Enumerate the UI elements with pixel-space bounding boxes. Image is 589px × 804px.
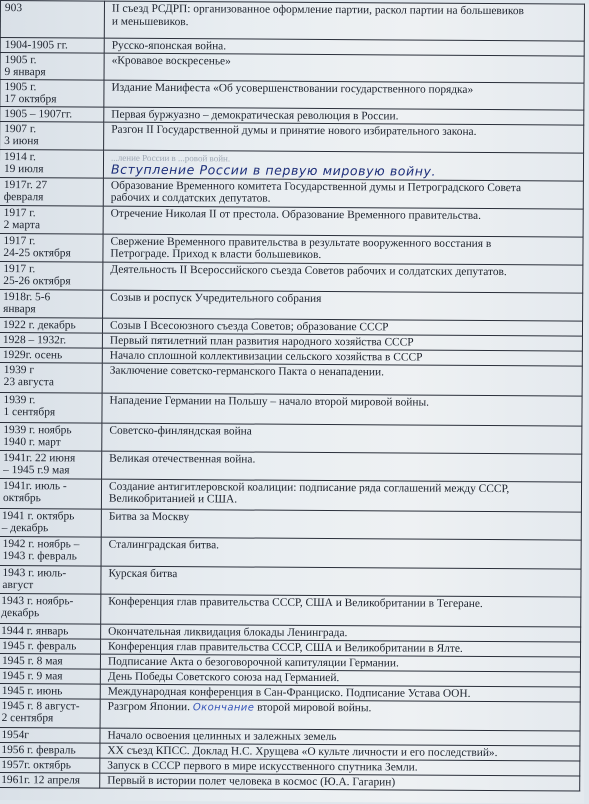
date-cell: 1904-1905 гг.: [0, 38, 104, 53]
event-text-tail: второй мировой войны.: [257, 701, 372, 715]
date-cell: 1918г. 5-6 января: [0, 289, 103, 318]
event-cell: Созыв I Всесоюзного съезда Советов; образование СССР: [102, 318, 582, 336]
table-row: [0, 478, 582, 512]
table-row: [0, 392, 582, 426]
event-cell: Конференция глав правительства СССР, США и Великобритании в Ялте.: [101, 639, 581, 657]
event-cell: Битва за Москву: [101, 509, 581, 540]
date-cell: 1943 г. ноябрь- декабрь: [0, 593, 101, 624]
table-row: [0, 593, 581, 627]
date-cell: 1939 г. ноябрь 1940 г. март: [0, 422, 102, 451]
event-cell: Первый в истории полет человека в космос (Ю.А. Гагарин): [100, 773, 580, 791]
table-row: [0, 289, 583, 321]
date-cell: 903: [0, 1, 104, 39]
event-cell: Великая отечественная война.: [102, 451, 582, 482]
handwritten-insert: Окончание: [192, 701, 255, 714]
event-cell: День Победы Советского союза над Германией.: [100, 669, 580, 687]
date-cell: 1957г. октябрь: [0, 757, 100, 773]
table-row: [0, 79, 584, 110]
date-cell: 1928 – 1932г.: [0, 332, 102, 348]
event-cell: Сталинградская битва.: [101, 537, 581, 569]
date-cell: 1917 г. 25-26 октября: [0, 261, 103, 290]
event-cell: Запуск в СССР первого в мире искусственного спутника Земли.: [100, 758, 580, 776]
event-cell: II съезд РСДРП: организованное оформление партии, раскол партии на большевиков и меньшевиков.: [104, 1, 584, 41]
date-cell: 1941 г. октябрь – декабрь: [0, 508, 101, 537]
date-cell: 1917 г. 24-25 октября: [0, 233, 103, 262]
event-cell: Первая буржуазно – демократическая революция в России.: [104, 107, 584, 125]
table-row: [0, 177, 583, 209]
table-row: [0, 233, 583, 265]
event-cell: Международная конференция в Сан-Франциско. Подписание Устава ООН.: [100, 684, 580, 702]
event-cell: Нападение Германии на Польшу – начало второй мировой войны.: [102, 393, 582, 426]
event-cell: Первый пятилетний план развития народного хозяйства СССР: [102, 333, 582, 351]
date-cell: 1944 г. январь: [0, 623, 101, 639]
date-cell: 1945 г. 8 август- 2 сентября: [0, 698, 100, 728]
date-cell: 1905 г. 17 октября: [0, 79, 104, 107]
event-cell: Издание Манифеста «Об усовершенствовании государственного порядка»: [104, 80, 584, 110]
event-cell: «Кровавое воскресенье»: [104, 53, 584, 83]
event-cell: Свержение Временного правительства в результате вооруженного восстания в Петрограде. Приход к власти большевиков.: [103, 234, 583, 265]
date-cell: 1945 г. февраль: [0, 638, 101, 654]
event-cell: Созыв и роспуск Учредительного собрания: [103, 290, 583, 321]
event-cell: [103, 150, 583, 181]
table-row: [0, 52, 584, 83]
date-cell: 1956 г. февраль: [0, 742, 100, 758]
table-row: [0, 121, 584, 153]
table-row: [0, 205, 583, 237]
date-cell: 1961г. 12 апреля: [0, 772, 100, 788]
handwritten-event: Вступление России в первую мировую войну.: [110, 161, 437, 179]
date-cell: 1905 г. 9 января: [0, 52, 104, 80]
event-cell: XX съезд КПСС. Доклад Н.С. Хрущева «О культе личности и его последствий».: [100, 743, 580, 761]
date-cell: 1905 – 1907гг.: [0, 106, 104, 121]
table-row: [0, 261, 583, 293]
event-cell: Начало освоения целинных и залежных земель: [100, 728, 580, 746]
table-row: [0, 508, 581, 540]
date-cell: 1939 г. 1 сентября: [0, 392, 102, 423]
event-cell: Русско-японская война.: [104, 38, 584, 56]
table-row: [0, 422, 582, 454]
event-cell: Заключение советско-германского Пакта о ненападении.: [102, 363, 582, 396]
date-cell: 1917г. 27 февраля: [0, 177, 103, 206]
date-cell: 1945 г. июнь: [0, 683, 100, 699]
date-cell: 1945 г. 9 мая: [0, 668, 100, 684]
event-cell: Советско-финляндская война: [102, 423, 582, 454]
event-cell: Разгон II Государственной думы и принятие нового избирательного закона.: [104, 122, 584, 153]
table-row: [0, 362, 582, 396]
date-cell: 1917 г. 2 марта: [0, 205, 103, 234]
event-cell: Окончательная ликвидация блокады Ленинграда.: [101, 624, 581, 642]
event-cell: Конференция глав правительства СССР, США и Великобритании в Тегеране.: [101, 594, 581, 627]
date-cell: 1943 г. июль- август: [0, 565, 101, 594]
event-cell: [100, 699, 580, 731]
printed-text-under-handwriting: ...ление России в ...ровой войн.: [111, 152, 231, 163]
table-row: [0, 450, 582, 482]
table-row: [0, 149, 584, 181]
date-cell: 1941г. 22 июня – 1945 г.9 мая: [0, 450, 102, 479]
date-cell: 1914 г. 19 июля: [0, 149, 104, 178]
event-cell: Образование Временного комитета Государственной думы и Петроградского Совета рабочих и солдатских депутатов.: [103, 178, 583, 209]
table-row: [0, 536, 581, 569]
date-cell: 1907 г. 3 июня: [0, 121, 104, 150]
date-cell: 1929г. осень: [0, 347, 102, 363]
event-cell: Начало сплошной коллективизации сельского хозяйства в СССР: [102, 348, 582, 366]
date-cell: 1922 г. декабрь: [0, 317, 103, 333]
table-row: [0, 772, 580, 791]
date-cell: 1954г: [0, 727, 100, 743]
table-row: [0, 698, 580, 731]
event-cell: Курская битва: [101, 566, 581, 597]
event-cell: Отречение Николая II от престола. Образование Временного правительства.: [103, 206, 583, 237]
event-cell: Создание антигитлеровской коалиции: подписание ряда соглашений между СССР, Великобританией и США.: [101, 479, 581, 512]
date-cell: 1945 г. 8 мая: [0, 653, 101, 669]
date-cell: 1939 г 23 августа: [0, 362, 102, 393]
event-cell: Подписание Акта о безоговорочной капитуляции Германии.: [100, 654, 580, 672]
table-row: [0, 565, 581, 597]
table-row: [0, 1, 584, 42]
date-cell: 1942 г. ноябрь – 1943 г. февраль: [0, 536, 101, 566]
date-cell: 1941г. июль - октябрь: [0, 478, 102, 509]
event-cell: Деятельность II Всероссийского съезда Советов рабочих и солдатских депутатов.: [103, 262, 583, 293]
event-text: Разгром Японии.: [107, 700, 191, 713]
